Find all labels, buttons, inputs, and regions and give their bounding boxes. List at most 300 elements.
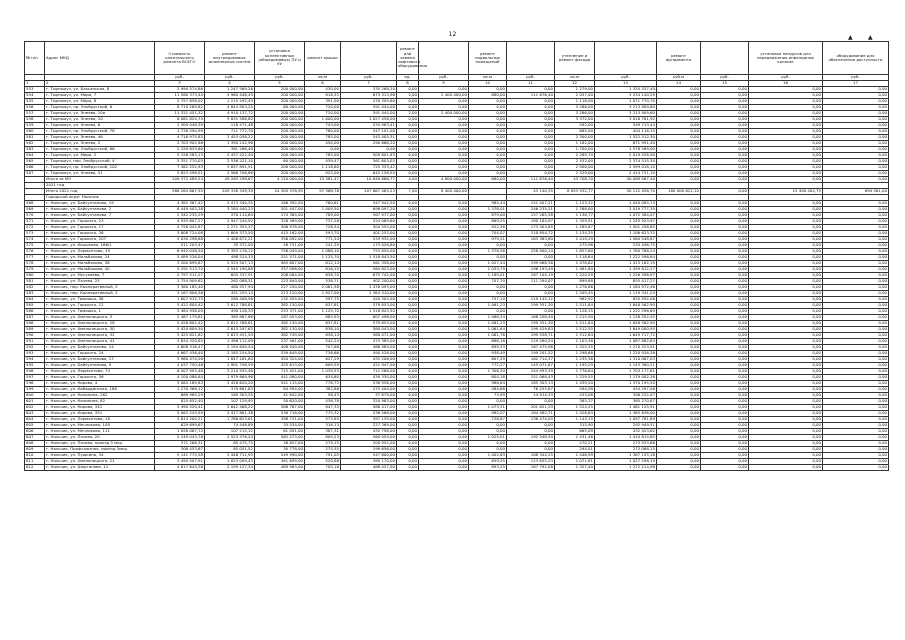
table-cell: 0,00 xyxy=(469,117,507,123)
table-cell: 728,34 xyxy=(305,225,341,231)
table-cell: г. Нальчик, ул. Пушкина, 34 xyxy=(45,453,155,459)
table-cell: 0,00 xyxy=(419,231,469,237)
table-cell: 0,00 xyxy=(397,435,419,441)
table-cell: 3 484 936,04 xyxy=(155,309,205,315)
table-cell: 785,00 xyxy=(305,153,341,159)
table-cell: г. Нальчик, ул. Хмельницкого, 32 xyxy=(45,333,155,339)
table-cell: 200 000,00 xyxy=(255,171,305,177)
table-cell: 180 184,97 xyxy=(507,219,555,225)
table-cell: 1 270 523,91 xyxy=(595,345,657,351)
table-cell: 573 xyxy=(25,231,45,237)
table-cell: 0,00 xyxy=(469,291,507,297)
table-cell: 0,00 xyxy=(419,453,469,459)
table-cell: 382 130,00 xyxy=(255,327,305,333)
column-number-cell: 3 xyxy=(155,81,205,87)
table-cell: 0,00 xyxy=(657,387,701,393)
table-cell: 270 305,60 xyxy=(341,99,397,105)
table-cell: 0,00 xyxy=(419,129,469,135)
table-cell: 0,00 xyxy=(701,249,749,255)
table-cell: 807,29 xyxy=(469,357,507,363)
table-cell: 0,00 xyxy=(469,309,507,315)
table-cell: 187 104,19 xyxy=(507,273,555,279)
table-cell: 1 040 085,74 xyxy=(595,201,657,207)
table-cell: 0,00 xyxy=(419,321,469,327)
table-cell: 0,00 xyxy=(701,189,749,195)
table-cell: 0,00 xyxy=(749,369,823,375)
table-cell: 365 270,87 xyxy=(595,399,657,405)
table-cell: 0,00 xyxy=(823,255,889,261)
table-cell: 119 145,12 xyxy=(507,297,555,303)
table-cell: 2 400 000,00 xyxy=(419,93,469,99)
table-cell: 607 498,00 xyxy=(341,315,397,321)
table-cell: 560 059,00 xyxy=(341,435,397,441)
table-cell: 58,43 xyxy=(305,393,341,399)
table-cell: 433,08 xyxy=(555,393,595,399)
table-cell: 564 xyxy=(25,153,45,159)
table-cell: 0,00 xyxy=(749,249,823,255)
table-cell: 0,00 xyxy=(657,375,701,381)
table-cell: 454 324,00 xyxy=(255,357,305,363)
table-cell: 809,23 xyxy=(305,435,341,441)
table-cell: 0,00 xyxy=(657,171,701,177)
table-cell: 0,00 xyxy=(823,99,889,105)
table-cell: 1 560 548,67 xyxy=(595,237,657,243)
table-cell: 567 xyxy=(25,171,45,177)
table-cell: 0,00 xyxy=(823,171,889,177)
table-cell: 65 475,75 xyxy=(205,441,255,447)
table-cell: 0,00 xyxy=(749,453,823,459)
table-cell: 2 061,58 xyxy=(305,285,341,291)
table-cell: 0,00 xyxy=(657,207,701,213)
table-cell: 1 061,76 xyxy=(469,333,507,339)
table-cell: 0,00 xyxy=(749,339,823,345)
table-cell: 0,00 xyxy=(397,351,419,357)
table-cell: 562 273,00 xyxy=(255,435,305,441)
header-cell xyxy=(507,42,555,75)
table-cell: 579 853,00 xyxy=(341,321,397,327)
unit-cell: руб. xyxy=(341,75,397,81)
table-cell: 370 114,64 xyxy=(205,213,255,219)
table-cell: 711 772,70 xyxy=(205,129,255,135)
table-cell: 375 385,00 xyxy=(341,339,397,345)
table-cell: 6 942 048,50 xyxy=(155,249,205,255)
table-cell: 0,00 xyxy=(419,345,469,351)
table-cell: 0,00 xyxy=(397,339,419,345)
table-cell: 0,00 xyxy=(701,393,749,399)
table-cell: 180 000 822,10 xyxy=(657,189,701,195)
table-cell: 0,00 xyxy=(823,267,889,273)
column-number-cell: 6 xyxy=(305,81,341,87)
table-cell: 627,29 xyxy=(305,357,341,363)
table-cell: г. Нальчик, ул. Кирова, 351 xyxy=(45,411,155,417)
table-cell: 1 600,00 xyxy=(305,117,341,123)
table-cell: 0,00 xyxy=(657,129,701,135)
table-cell: 543 405,31 xyxy=(341,135,397,141)
table-cell: 2 545 190,88 xyxy=(205,267,255,273)
table-cell: 0,00 xyxy=(701,351,749,357)
table-cell: 294,01 xyxy=(555,447,595,453)
table-cell: 2 432,00 xyxy=(555,159,595,165)
table-cell: 173 303,85 xyxy=(507,225,555,231)
table-cell: 586 xyxy=(25,309,45,315)
table-cell: 0,00 xyxy=(823,357,889,363)
table-cell: 0,00 xyxy=(823,219,889,225)
table-cell: 2 374 515,30 xyxy=(595,159,657,165)
table-cell: 0,00 xyxy=(657,123,701,129)
table-cell: 0,00 xyxy=(749,309,823,315)
table-cell: 1 387 155,18 xyxy=(595,453,657,459)
table-cell: 0,00 xyxy=(507,117,555,123)
column-number-cell: 13 xyxy=(595,81,657,87)
table-cell: 1 119 341,24 xyxy=(595,291,657,297)
table-cell: 385,37 xyxy=(555,399,595,405)
table-cell: 0,00 xyxy=(701,279,749,285)
table-cell: 0,00 xyxy=(507,99,555,105)
column-number-cell: 9 xyxy=(419,81,469,87)
table-cell: 602 xyxy=(25,405,45,411)
table-cell: 0,00 xyxy=(701,357,749,363)
table-cell: 605 xyxy=(25,423,45,429)
table-cell: 1 512,64 xyxy=(555,333,595,339)
table-cell: 401 253,00 xyxy=(341,231,397,237)
table-cell: 0,00 xyxy=(749,171,823,177)
table-cell: 606 xyxy=(25,429,45,435)
table-cell: 0,00 xyxy=(701,435,749,441)
table-cell: 234 446,75 xyxy=(595,243,657,249)
table-cell: 2,00 xyxy=(397,111,419,117)
table-cell: 1 927,00 xyxy=(305,291,341,297)
table-cell: 1 439 812,27 xyxy=(595,267,657,273)
table-cell: 169 303,55 xyxy=(205,393,255,399)
column-number-cell: 10 xyxy=(469,81,507,87)
table-cell: 587 xyxy=(25,315,45,321)
table-cell: 1 125,70 xyxy=(305,255,341,261)
header-cell: ремонт крыши xyxy=(305,42,341,75)
corner-mark-icon: ▲ xyxy=(868,34,873,41)
table-cell: 3 184 440,23 xyxy=(205,207,255,213)
table-cell: 200 000,00 xyxy=(255,99,305,105)
table-cell: 1 461 125,91 xyxy=(595,405,657,411)
table-cell: 3 200 699,67 xyxy=(155,261,205,267)
table-cell: 301 447,00 xyxy=(255,207,305,213)
table-cell: 1 276,86 xyxy=(555,285,595,291)
table-cell: 0,00 xyxy=(749,351,823,357)
table-cell: 0,00 xyxy=(507,429,555,435)
table-cell: 712 566,00 xyxy=(341,369,397,375)
table-cell: 570 xyxy=(25,213,45,219)
table-body xyxy=(25,87,889,471)
table-cell: 2 599 018,10 xyxy=(595,165,657,171)
table-cell: 1 061,64 xyxy=(469,327,507,333)
table-cell: 0,00 xyxy=(419,423,469,429)
table-cell: 588 767,00 xyxy=(255,405,305,411)
table-cell: 1 195,29 xyxy=(555,363,595,369)
table-cell: 0,00 xyxy=(397,261,419,267)
table-cell: 0,00 xyxy=(701,141,749,147)
table-cell: 524 069,60 xyxy=(341,219,397,225)
table-cell: 0,00 xyxy=(823,297,889,303)
table-cell: 0,00 xyxy=(397,291,419,297)
table-cell: 361 699,00 xyxy=(255,459,305,465)
table-cell: 0,00 xyxy=(701,429,749,435)
table-cell: 0,00 xyxy=(419,447,469,453)
table-cell: 391,00 xyxy=(305,99,341,105)
table-cell: 123 840,00 xyxy=(255,279,305,285)
table-cell: 1 365 636,00 xyxy=(595,411,657,417)
table-cell: 1 033,79 xyxy=(469,267,507,273)
table-cell: 665,00 xyxy=(555,129,595,135)
table-cell: 580 471,00 xyxy=(341,333,397,339)
unit-cell: руб. xyxy=(701,75,749,81)
table-cell: 553 xyxy=(25,87,45,93)
unit-cell: куб.м xyxy=(657,75,701,81)
table-cell: 1 235,36 xyxy=(555,357,595,363)
table-cell: 3 393 276,12 xyxy=(205,249,255,255)
table-cell: 0,00 xyxy=(469,141,507,147)
table-cell: 680,00 xyxy=(469,177,507,183)
table-cell: 315,90 xyxy=(555,423,595,429)
table-cell: 0,00 xyxy=(749,393,823,399)
table-cell: 0,00 xyxy=(823,201,889,207)
table-cell: 0,00 xyxy=(749,465,823,471)
table-cell: 607 xyxy=(25,435,45,441)
table-cell: 61 091,00 xyxy=(255,429,305,435)
table-cell: 0,00 xyxy=(701,105,749,111)
table-cell: 97 368,76 xyxy=(305,189,341,195)
table-cell: 15 381,47 xyxy=(305,177,341,183)
table-cell: 1 126,15 xyxy=(555,309,595,315)
table-cell: 107 215,12 xyxy=(205,429,255,435)
table-cell: 0,00 xyxy=(701,207,749,213)
table-cell: 0,00 xyxy=(749,417,823,423)
table-cell: 0,00 xyxy=(469,159,507,165)
table-cell: 168 392,00 xyxy=(255,201,305,207)
table-cell: 579 xyxy=(25,267,45,273)
table-cell: 855 417,27 xyxy=(595,279,657,285)
table-cell: 0,00 xyxy=(701,129,749,135)
table-cell: 1 027 456,00 xyxy=(341,117,397,123)
table-cell: 2 019 777,35 xyxy=(595,207,657,213)
table-cell: 111 294,07 xyxy=(507,279,555,285)
table-cell: 0,00 xyxy=(397,375,419,381)
table-cell: 2 473 340,35 xyxy=(205,201,255,207)
table-cell: 0,00 xyxy=(657,201,701,207)
table-cell: 1 780 788,24 xyxy=(595,249,657,255)
table-cell: 608 xyxy=(25,441,45,447)
table-cell: 5 141 775,58 xyxy=(155,453,205,459)
table-cell: 2 194 649,54 xyxy=(205,345,255,351)
table-cell: 0,00 xyxy=(657,87,701,93)
table-cell: 0,00 xyxy=(657,147,701,153)
table-cell: 0,00 xyxy=(823,351,889,357)
table-cell: 382,88 xyxy=(305,387,341,393)
table-cell: 4 608 316,47 xyxy=(155,345,205,351)
header-cell: установка коллективных (общедомовых) ПУ и УУ xyxy=(255,42,305,75)
table-cell: 0,00 xyxy=(397,303,419,309)
table-cell: 0,00 xyxy=(823,147,889,153)
header-cell xyxy=(341,42,397,75)
table-cell: 0,00 xyxy=(749,123,823,129)
table-cell: г. Нальчик, ул. Тимошко, 38 xyxy=(45,297,155,303)
table-cell: 0,00 xyxy=(507,87,555,93)
table-cell: 0,00 xyxy=(397,159,419,165)
table-cell: 0,00 xyxy=(419,405,469,411)
table-cell: 0,00 xyxy=(701,369,749,375)
table-cell: 1 184 972,46 xyxy=(595,285,657,291)
table-cell: 397 139,00 xyxy=(341,417,397,423)
table-cell: 556 xyxy=(25,105,45,111)
table-cell: 0,00 xyxy=(823,315,889,321)
table-cell: 360 170,00 xyxy=(341,459,397,465)
table-cell: 246 235,21 xyxy=(507,207,555,213)
table-cell: 8 400 000,00 xyxy=(419,189,469,195)
table-cell: 0,00 xyxy=(419,363,469,369)
table-cell: 3 213 909,60 xyxy=(595,105,657,111)
table-cell: 571 xyxy=(25,219,45,225)
table-cell: 0,00 xyxy=(749,87,823,93)
table-cell: 1 205,45 xyxy=(555,291,595,297)
table-cell: 1 279,00 xyxy=(555,87,595,93)
table-cell: 1 327,40 xyxy=(555,465,595,471)
table-cell: 200 000,00 xyxy=(255,93,305,99)
table-cell: 0,00 xyxy=(419,297,469,303)
table-cell: 167 792,08 xyxy=(507,465,555,471)
table-cell: 0,00 xyxy=(823,93,889,99)
table-cell: 899,33 xyxy=(469,345,507,351)
table-cell: г. Нальчик, ул. Байсултанова, 2 xyxy=(45,207,155,213)
table-cell: 4,00 xyxy=(397,177,419,183)
table-cell: 812,14 xyxy=(305,261,341,267)
table-cell: 871 991,40 xyxy=(595,141,657,147)
table-cell: 3 980 474,26 xyxy=(155,357,205,363)
table-cell: 0,00 xyxy=(397,123,419,129)
table-cell: 0,00 xyxy=(657,99,701,105)
table-cell: 775,32 xyxy=(305,411,341,417)
table-cell: 0,00 xyxy=(823,117,889,123)
table-cell: 0,00 xyxy=(419,441,469,447)
table-header xyxy=(25,42,889,87)
table-cell: 0,00 xyxy=(749,405,823,411)
table-cell: 585 xyxy=(25,303,45,309)
table-cell: 0,00 xyxy=(657,429,701,435)
table-cell: 1 182,00 xyxy=(555,141,595,147)
table-cell: 0,00 xyxy=(657,381,701,387)
table-cell: 162 714,37 xyxy=(507,357,555,363)
table-cell: 0,00 xyxy=(419,315,469,321)
table-cell: г. Тырныауз, ул. Энеева, 10а xyxy=(45,111,155,117)
table-cell: 0,00 xyxy=(823,129,889,135)
table-cell: 0,00 xyxy=(397,237,419,243)
table-cell: 753 850,00 xyxy=(341,249,397,255)
table-cell: 1 309 048,39 xyxy=(155,123,205,129)
table-cell: 1 073,31 xyxy=(469,405,507,411)
header-cell: № п/п xyxy=(25,42,45,75)
table-cell: 0,00 xyxy=(749,327,823,333)
table-cell: 40 089 567,40 xyxy=(595,177,657,183)
table-cell: 837,81 xyxy=(305,321,341,327)
table-cell: 2 199 127,34 xyxy=(205,465,255,471)
table-cell: 0,00 xyxy=(701,321,749,327)
table-cell: 0,00 xyxy=(657,297,701,303)
table-cell: 498 524,33 xyxy=(205,255,255,261)
table-cell: 0,00 xyxy=(749,207,823,213)
table-cell: 0,00 xyxy=(419,279,469,285)
table-cell: 415 162,00 xyxy=(255,231,305,237)
table-cell: 356 092,00 xyxy=(255,237,305,243)
table-cell: 0,00 xyxy=(701,309,749,315)
table-cell: 0,00 xyxy=(397,273,419,279)
table-cell: 0,00 xyxy=(701,153,749,159)
table-cell: 0,00 xyxy=(657,459,701,465)
table-cell: 2 437 422,40 xyxy=(205,153,255,159)
table-cell: 0,00 xyxy=(397,405,419,411)
table-cell: г. Нальчик, ул. Лермонтова, 18 xyxy=(45,417,155,423)
table-cell: 1 518 843,50 xyxy=(341,255,397,261)
table-cell: 1 703 177,61 xyxy=(595,369,657,375)
table-cell: 0,00 xyxy=(419,285,469,291)
table-cell: 0,00 xyxy=(701,405,749,411)
table-cell: 2 289,70 xyxy=(555,153,595,159)
table-cell: 0,00 xyxy=(397,285,419,291)
table-cell: 14 914,33 xyxy=(507,393,555,399)
table-cell: 511 203,47 xyxy=(155,243,205,249)
unit-cell: кв.м xyxy=(305,75,341,81)
table-cell: 520,68 xyxy=(305,459,341,465)
table-cell: г. Тырныауз, ул. Энеева, 51 xyxy=(45,171,155,177)
table-cell: 1 039,53 xyxy=(305,369,341,375)
table-cell: 1 058 067,74 xyxy=(155,429,205,435)
table-cell: 1 776,64 xyxy=(555,369,595,375)
table-cell: 1 220,59 xyxy=(555,273,595,279)
table-cell: 778,75 xyxy=(305,381,341,387)
table-cell: 1 125,70 xyxy=(305,309,341,315)
table-cell: г. Нальчик, ул. Хмельницкого, 21 xyxy=(45,459,155,465)
table-cell: 10 849 866,77 xyxy=(341,177,397,183)
table-cell: Городской округ Нальчик xyxy=(45,195,155,201)
table-cell: 200 000,00 xyxy=(255,165,305,171)
table-cell: 564 823,00 xyxy=(341,267,397,273)
table-cell: 0,00 xyxy=(397,243,419,249)
table-cell: 0,00 xyxy=(749,231,823,237)
table-cell: 273 933,86 xyxy=(595,441,657,447)
table-cell: 292 949,51 xyxy=(595,423,657,429)
table-cell: 8 710 269,82 xyxy=(155,105,205,111)
table-cell: 1 524,25 xyxy=(555,405,595,411)
table-cell: 0,00 xyxy=(397,255,419,261)
table-cell: 5 030 298,68 xyxy=(155,237,205,243)
table-cell: 0,00 xyxy=(749,279,823,285)
table-cell: 2 947 244,92 xyxy=(205,219,255,225)
table-cell: 0,00 xyxy=(749,243,823,249)
table-cell: 0,00 xyxy=(701,297,749,303)
table-cell: 0,00 xyxy=(823,327,889,333)
table-cell: 0,00 xyxy=(397,417,419,423)
table-cell: 200 000,00 xyxy=(255,87,305,93)
table-cell: 200 000,00 xyxy=(255,129,305,135)
table-cell: 0,00 xyxy=(701,411,749,417)
table-cell: 869,25 xyxy=(469,219,507,225)
table-cell: 1 648 562,90 xyxy=(595,321,657,327)
table-cell: 0,00 xyxy=(749,159,823,165)
table-cell: 0,00 xyxy=(701,465,749,471)
table-cell: 0,00 xyxy=(397,201,419,207)
table-cell: 227 250,00 xyxy=(255,285,305,291)
table-cell: 0,00 xyxy=(701,117,749,123)
table-cell: 1 648 562,90 xyxy=(595,303,657,309)
table-cell: 0,00 xyxy=(657,363,701,369)
table-cell: 0,00 xyxy=(749,285,823,291)
table-cell: 200 000,00 xyxy=(255,141,305,147)
